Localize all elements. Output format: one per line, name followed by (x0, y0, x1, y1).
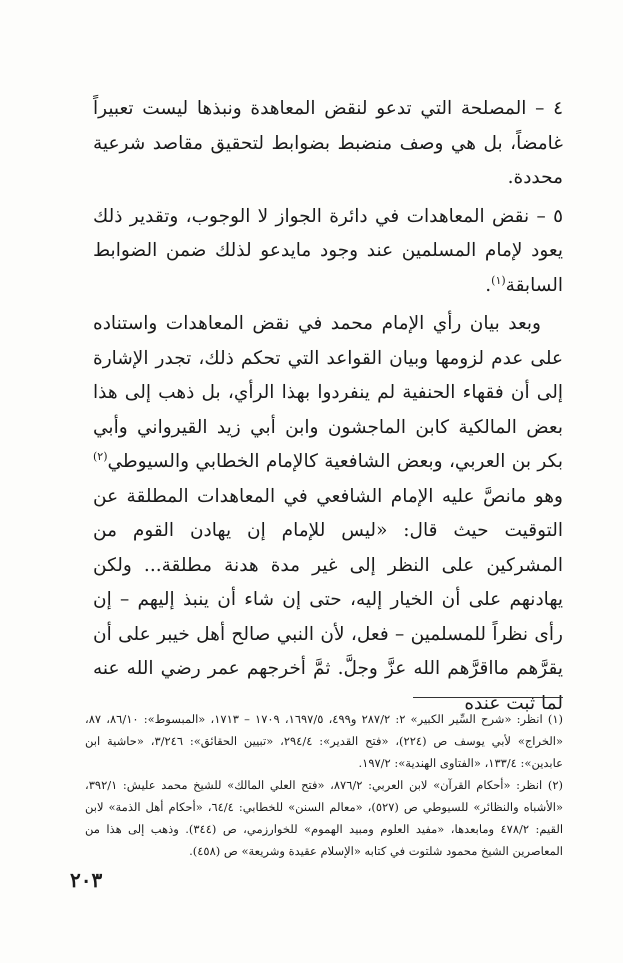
paragraph-text: ٥ – نقض المعاهدات في دائرة الجواز لا الوجوب، وتقدير ذلك يعود لإمام المسلمين عند وجود مايدعو لذلك ضمن الضوابط السابقة (93, 205, 563, 296)
paragraph-text: وبعد بيان رأي الإمام محمد في نقض المعاهدات واستناده على عدم لزومها وبيان القواعد التي تحكم ذلك، تجدر الإشارة إلى أن فقهاء الحنفية لم ينفردوا بهذا الرأي، بل ذهب إلى هذا بعض المالكية كابن الماجشون وابن أبي زيد القيرواني وأبي بكر بن العربي، وبعض الشافعية كالإمام الخطابي والسيوطي (93, 313, 563, 472)
footnote-ref-1[interactable]: (١) (491, 273, 506, 287)
paragraph-text: وهو مانصَّ عليه الإمام الشافعي في المعاهدات المطلقة عن التوقيت حيث قال: «ليس للإمام إن يهادن القوم من المشركين على النظر إلى غير مدة هدنة مطلقة... ولكن يهادنهم على أن الخيار إليه، حتى إن شاء أن ينبذ إليهم – إن رأى نظراً للمسلمين – فعل، لأن النبي صالح أهل خيبر على أن يقرَّهم مااقرَّهم الله عزَّ وجلَّ. ثمَّ أخرجهم عمر رضي الله عنه لما ثبت عنده (93, 485, 563, 714)
footnote-ref-2[interactable]: (٢) (93, 449, 108, 463)
page-number: ٢٠٣ (70, 868, 103, 892)
footnote-separator (413, 697, 563, 698)
paragraph-discussion (93, 307, 563, 721)
footnote-1: (١) انظر: «شرح السِّير الكبير» ٢: ٢٨٧/٢ و٤٩٩، ١٦٩٧/٥، ١٧٠٩ – ١٧١٣، «المبسوط»: ٨٦/١٠، ٨٧، «الخراج» لأبي يوسف ص (٢٢٤)، «فتح القدير»: ٢٩٤/٤، «تبيين الحقائق»: ٣/٢٤٦، «حاشية ابن عابدين»: ١٣٣/٤، «الفتاوى الهندية»: ١٩٧/٢. (85, 712, 564, 770)
paragraph-point-5: ٥ – نقض المعاهدات في دائرة الجواز لا الوجوب، وتقدير ذلك يعود لإمام المسلمين عند وجود مايدعو لذلك ضمن الضوابط السابقة$^{(١)}$. (93, 205, 563, 296)
paragraph-point-4 (93, 92, 563, 196)
footnote-2: (٢) انظر: «أحكام القرآن» لابن العربي: ٨٧٦/٢، «فتح العلي المالك» للشيخ محمد عليش: ٣٩٢/١، «الأشباه والنظائر» للسيوطي ص (٥٢٧)، «معالم السنن» للخطابي: ٦٤/٤، «أحكام أهل الذمة» لابن القيم: ٤٧٨/٢ ومابعدها، «مفيد العلوم ومبيد الهموم» للخوارزمي، ص (٣٤٤). وذهب إلى هذا من المعاصرين الشيخ محمود شلتوت في كتابه «الإسلام عقيدة وشريعة» ص (٤٥٨). (85, 778, 564, 858)
main-text (93, 92, 563, 721)
footnotes (85, 708, 563, 862)
paragraph-text: ٤ – المصلحة التي تدعو لنقض المعاهدة ونبذها ليست تعبيراً غامضاً، بل هي وصف منضبط بضوابط لتحقيق مقاصد شرعية محددة. (93, 98, 563, 188)
